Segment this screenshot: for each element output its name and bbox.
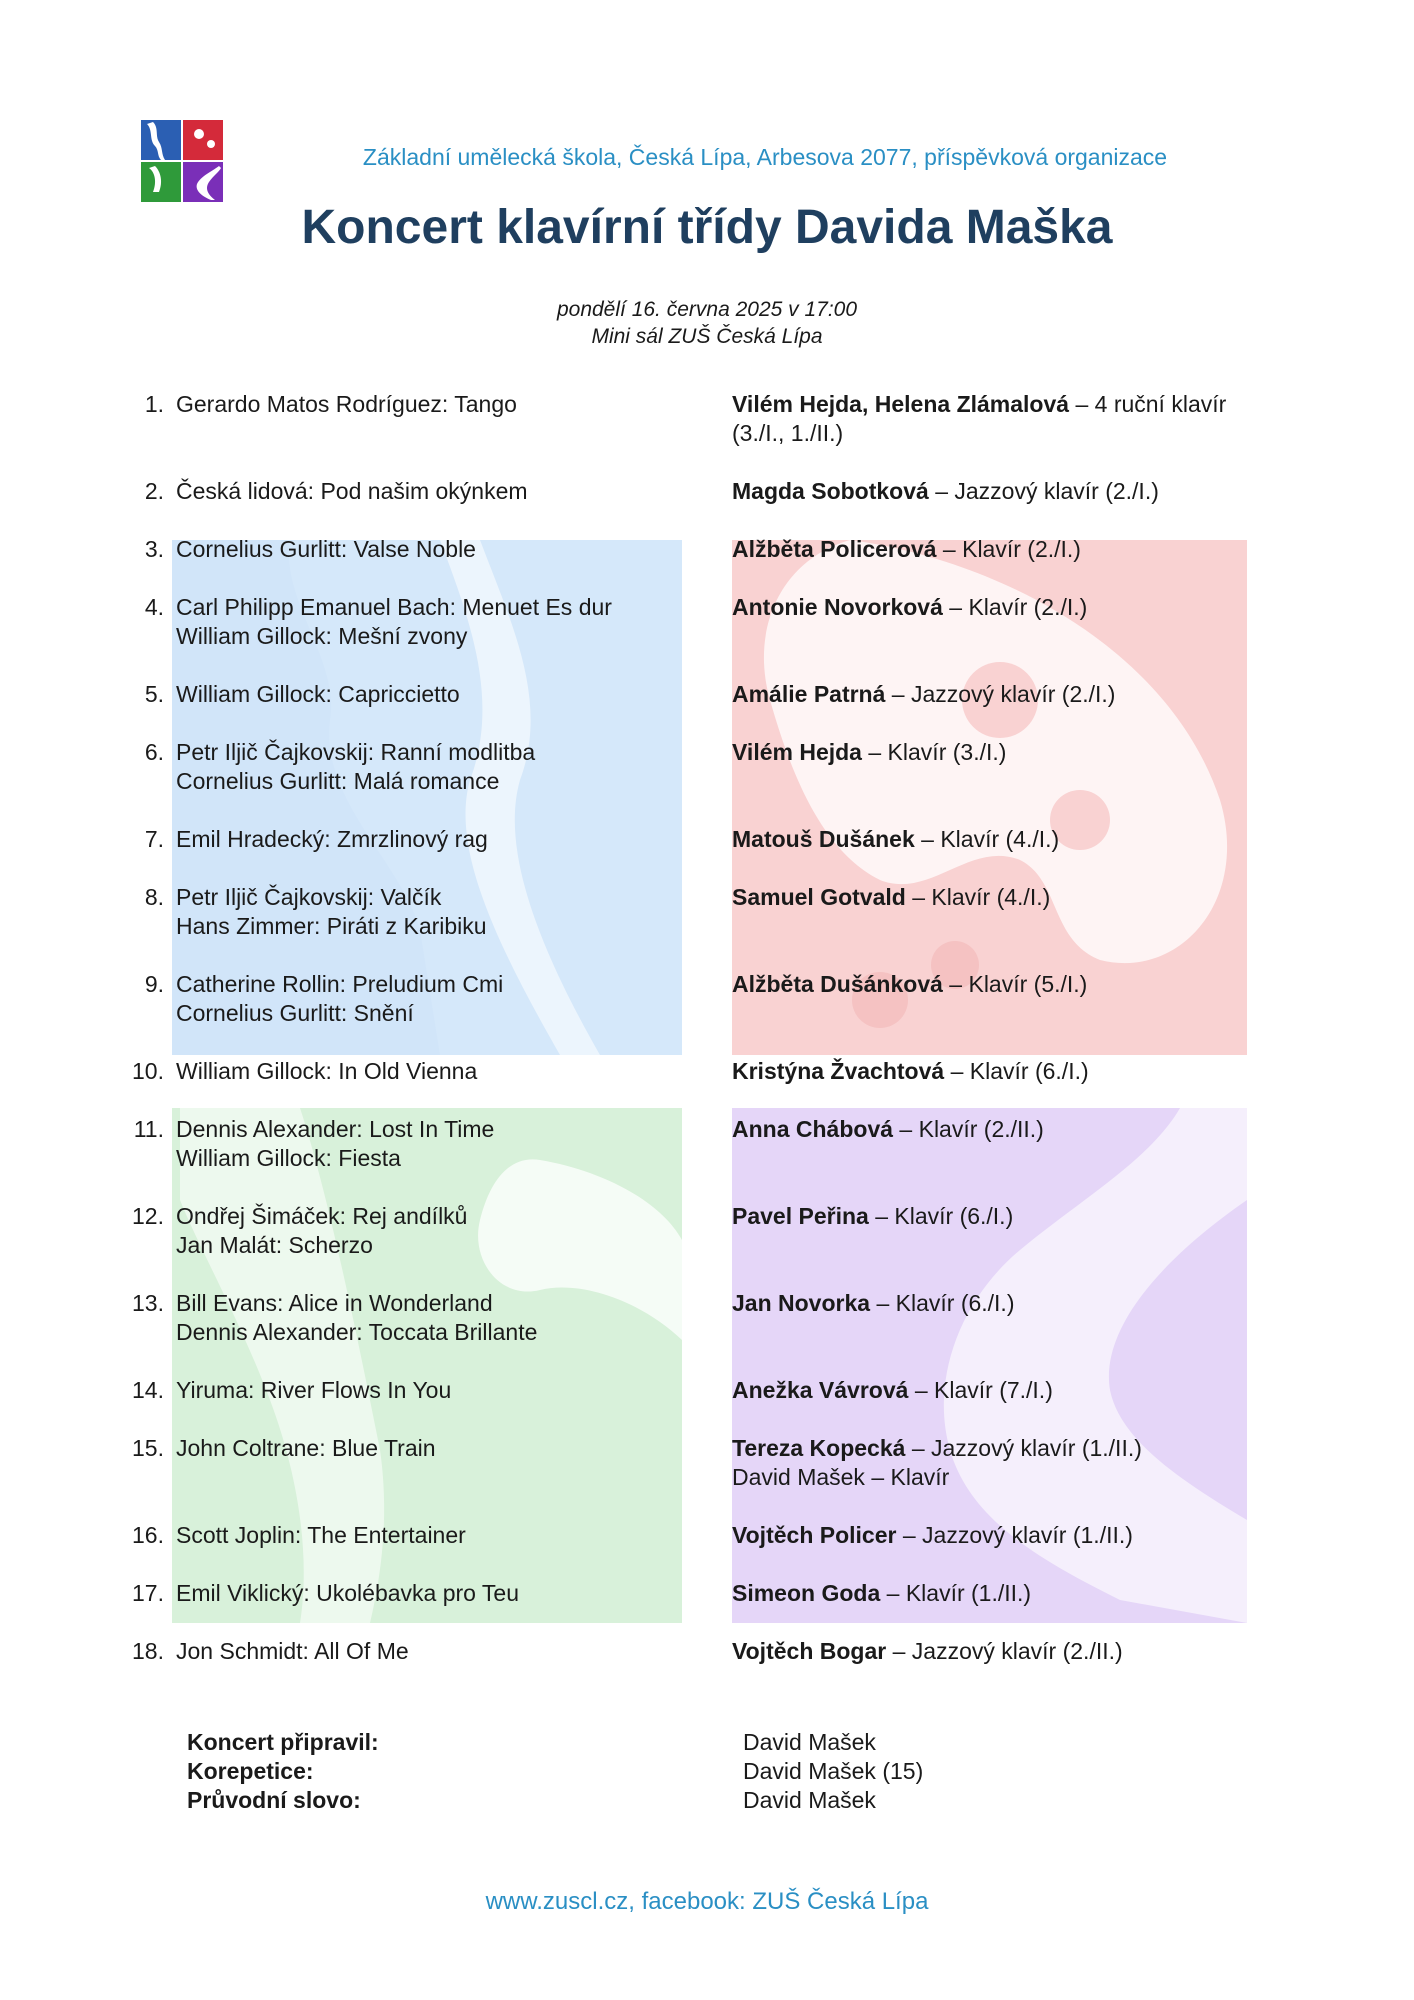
program-item-performers — [732, 883, 1272, 912]
program-item-performers — [732, 1376, 1272, 1405]
piece-title: Jan Malát: Scherzo — [176, 1232, 373, 1258]
performer-instrument: – 4 ruční klavír — [1069, 391, 1227, 417]
event-info — [0, 296, 1414, 350]
program-item-pieces — [176, 883, 716, 941]
piece-title: Cornelius Gurlitt: Valse Noble — [176, 536, 476, 562]
program-item-number: 12. — [132, 1203, 164, 1229]
performer-line — [732, 1115, 1272, 1144]
performer-instrument: – Klavír (7./I.) — [908, 1377, 1053, 1403]
performer-name: Vojtěch Bogar — [732, 1638, 887, 1664]
performer-name: Simeon Goda — [732, 1580, 881, 1606]
piece-title: Petr Iljič Čajkovskij: Ranní modlitba — [176, 739, 536, 765]
piece-title: John Coltrane: Blue Train — [176, 1435, 436, 1461]
performer-name: Jan Novorka — [732, 1290, 871, 1316]
program-item-number: 18. — [132, 1638, 164, 1664]
performer-instrument: – Klavír (2./I.) — [942, 594, 1088, 620]
performer-instrument: – Klavír (3./I.) — [861, 739, 1007, 765]
performer-line — [732, 1463, 1272, 1492]
piece-title: Gerardo Matos Rodríguez: Tango — [176, 391, 517, 417]
program-item-pieces — [176, 477, 716, 506]
performer-line — [732, 680, 1272, 709]
program-item-performers — [732, 970, 1272, 999]
performer-instrument: – Klavír (2./II.) — [893, 1116, 1044, 1142]
credit-value: David Mašek — [743, 1787, 876, 1813]
performer-name: Kristýna Žvachtová — [732, 1058, 945, 1084]
performer-instrument: – Jazzový klavír (1./II.) — [905, 1435, 1142, 1461]
program-item-number: 8. — [144, 884, 164, 910]
performer-instrument: – Klavír (5./I.) — [942, 971, 1088, 997]
performer-line — [732, 477, 1272, 506]
performer-name: Vojtěch Policer — [732, 1522, 897, 1548]
program-item-number: 4. — [144, 594, 164, 620]
performer-name: Pavel Peřina — [732, 1203, 869, 1229]
program-item-pieces — [176, 1579, 716, 1608]
program-item-number: 1. — [144, 391, 164, 417]
program-item-pieces — [176, 1521, 716, 1550]
school-logo — [141, 120, 223, 202]
school-name: Základní umělecká škola, Česká Lípa, Arbesova 2077, příspěvková organizace — [362, 144, 1168, 170]
program-item-pieces — [176, 1434, 716, 1463]
program-item-pieces — [176, 535, 716, 564]
performer-name: Antonie Novorková — [732, 594, 943, 620]
performer-name: Vilém Hejda, Helena Zlámalová — [732, 391, 1070, 417]
performer-instrument: – Klavír (6./I.) — [870, 1290, 1015, 1316]
piece-title: Emil Hradecký: Zmrzlinový rag — [176, 826, 488, 852]
performer-line — [732, 970, 1272, 999]
program-item-number: 6. — [144, 739, 164, 765]
program-item-performers — [732, 1289, 1272, 1318]
piece-title: Česká lidová: Pod našim okýnkem — [176, 478, 528, 504]
performer-name: Matouš Dušánek — [732, 826, 915, 852]
credit-label: Koncert připravil: — [187, 1729, 379, 1755]
logo-red-quad — [183, 120, 223, 160]
program-item-pieces — [176, 1637, 716, 1666]
piece-title: Catherine Rollin: Preludium Cmi — [176, 971, 504, 997]
program-item-performers — [732, 1057, 1272, 1086]
piece-title: Carl Philipp Emanuel Bach: Menuet Es dur — [176, 594, 612, 620]
program-item-pieces — [176, 1202, 716, 1260]
program-item-number: 13. — [132, 1290, 164, 1316]
program-item-pieces — [176, 1376, 716, 1405]
program-item-pieces — [176, 738, 716, 796]
performer-instrument: – Jazzový klavír (2./I.) — [928, 478, 1159, 504]
performer-instrument: – Klavír (6./I.) — [868, 1203, 1014, 1229]
credit-label: Korepetice: — [187, 1758, 314, 1784]
performer-name: Tereza Kopecká — [732, 1435, 906, 1461]
piece-title: Hans Zimmer: Piráti z Karibiku — [176, 913, 487, 939]
performer-instrument: – Jazzový klavír (2./I.) — [885, 681, 1116, 707]
piece-title: Scott Joplin: The Entertainer — [176, 1522, 466, 1548]
program-item-pieces — [176, 1289, 716, 1347]
program-item-pieces — [176, 1115, 716, 1173]
program-item-number: 16. — [132, 1522, 164, 1548]
performer-line — [732, 1376, 1272, 1405]
credit-label: Průvodní slovo: — [187, 1787, 361, 1813]
piece-title: Cornelius Gurlitt: Snění — [176, 1000, 414, 1026]
page-title: Koncert klavírní třídy Davida Maška — [301, 201, 1113, 254]
performer-name: Vilém Hejda — [732, 739, 862, 765]
performer-name: Magda Sobotková — [732, 478, 929, 504]
performer-line — [732, 738, 1272, 767]
piece-title: Dennis Alexander: Lost In Time — [176, 1116, 495, 1142]
credit-value: David Mašek (15) — [743, 1758, 924, 1784]
program-item-pieces — [176, 680, 716, 709]
program-item-number: 7. — [144, 826, 164, 852]
program-item-number: 10. — [132, 1058, 164, 1084]
program-item-performers — [732, 390, 1272, 448]
performer-instrument: David Mašek – Klavír — [732, 1464, 950, 1490]
piece-title: Yiruma: River Flows In You — [176, 1377, 452, 1403]
piece-title: Petr Iljič Čajkovskij: Valčík — [176, 884, 442, 910]
performer-line — [732, 535, 1272, 564]
program-item-performers — [732, 1202, 1272, 1231]
performer-name: Samuel Gotvald — [732, 884, 906, 910]
performer-name: Alžběta Policerová — [732, 536, 937, 562]
performer-line — [732, 1057, 1272, 1086]
performer-line — [732, 1202, 1272, 1231]
logo-red-hole-1 — [194, 129, 204, 139]
piece-title: William Gillock: Fiesta — [176, 1145, 401, 1171]
piece-title: William Gillock: Mešní zvony — [176, 623, 468, 649]
program-item-performers — [732, 477, 1272, 506]
piece-title: Cornelius Gurlitt: Malá romance — [176, 768, 500, 794]
piece-title: Ondřej Šimáček: Rej andílků — [176, 1203, 468, 1229]
program-item-number: 3. — [144, 536, 164, 562]
performer-name: Alžběta Dušánková — [732, 971, 943, 997]
program-item-number: 15. — [132, 1435, 164, 1461]
piece-title: Jon Schmidt: All Of Me — [176, 1638, 409, 1664]
performer-instrument: – Klavír (1./II.) — [880, 1580, 1032, 1606]
performer-instrument: – Klavír (4./I.) — [914, 826, 1060, 852]
piece-title: Emil Viklický: Ukolébavka pro Teu — [176, 1580, 520, 1606]
program-item-performers — [732, 1579, 1272, 1608]
piece-title: William Gillock: Capriccietto — [176, 681, 460, 707]
program-item-performers — [732, 825, 1272, 854]
performer-instrument: – Jazzový klavír (2./II.) — [886, 1638, 1123, 1664]
performer-line — [732, 825, 1272, 854]
program-item-number: 11. — [133, 1116, 164, 1142]
performer-instrument: – Klavír (4./I.) — [905, 884, 1051, 910]
program-item-pieces — [176, 390, 716, 419]
performer-line — [732, 1637, 1272, 1666]
performer-instrument: – Jazzový klavír (1./II.) — [896, 1522, 1133, 1548]
program-item-performers — [732, 738, 1272, 767]
program-item-performers — [732, 680, 1272, 709]
program-item-performers — [732, 535, 1272, 564]
program-item-performers — [732, 1637, 1272, 1666]
footer-links: www.zuscl.cz, facebook: ZUŠ Česká Lípa — [485, 1888, 929, 1915]
performer-instrument: – Klavír (2./I.) — [936, 536, 1081, 562]
program-item-performers — [732, 593, 1272, 622]
program-item-number: 2. — [144, 478, 164, 504]
program-item-pieces — [176, 593, 716, 651]
program-item-pieces — [176, 1057, 716, 1086]
performer-line — [732, 1434, 1272, 1463]
performer-line — [732, 1289, 1272, 1318]
logo-red-hole-2 — [207, 140, 215, 148]
performer-line — [732, 593, 1272, 622]
program-item-number: 14. — [132, 1377, 164, 1403]
performer-line — [732, 390, 1272, 419]
performer-name: Amálie Patrná — [732, 681, 886, 707]
program-item-pieces — [176, 825, 716, 854]
performer-instrument: (3./I., 1./II.) — [732, 420, 844, 446]
program-item-number: 9. — [144, 971, 164, 997]
program-item-number: 17. — [132, 1580, 164, 1606]
performer-instrument: – Klavír (6./I.) — [944, 1058, 1089, 1084]
program-item-performers — [732, 1434, 1272, 1492]
piece-title: Dennis Alexander: Toccata Brillante — [176, 1319, 538, 1345]
performer-name: Anna Chábová — [732, 1116, 894, 1142]
program-item-pieces — [176, 970, 716, 1028]
piece-title: Bill Evans: Alice in Wonderland — [176, 1290, 493, 1316]
performer-line — [732, 883, 1272, 912]
piece-title: William Gillock: In Old Vienna — [176, 1058, 478, 1084]
program-item-performers — [732, 1521, 1272, 1550]
program-item-performers — [732, 1115, 1272, 1144]
performer-name: Anežka Vávrová — [732, 1377, 909, 1403]
event-venue: Mini sál ZUŠ Česká Lípa — [591, 325, 823, 348]
credit-value: David Mašek — [743, 1729, 876, 1755]
program-item-number: 5. — [144, 681, 164, 707]
performer-line — [732, 1579, 1272, 1608]
performer-line — [732, 419, 1272, 448]
event-date: pondělí 16. června 2025 v 17:00 — [556, 298, 858, 321]
performer-line — [732, 1521, 1272, 1550]
